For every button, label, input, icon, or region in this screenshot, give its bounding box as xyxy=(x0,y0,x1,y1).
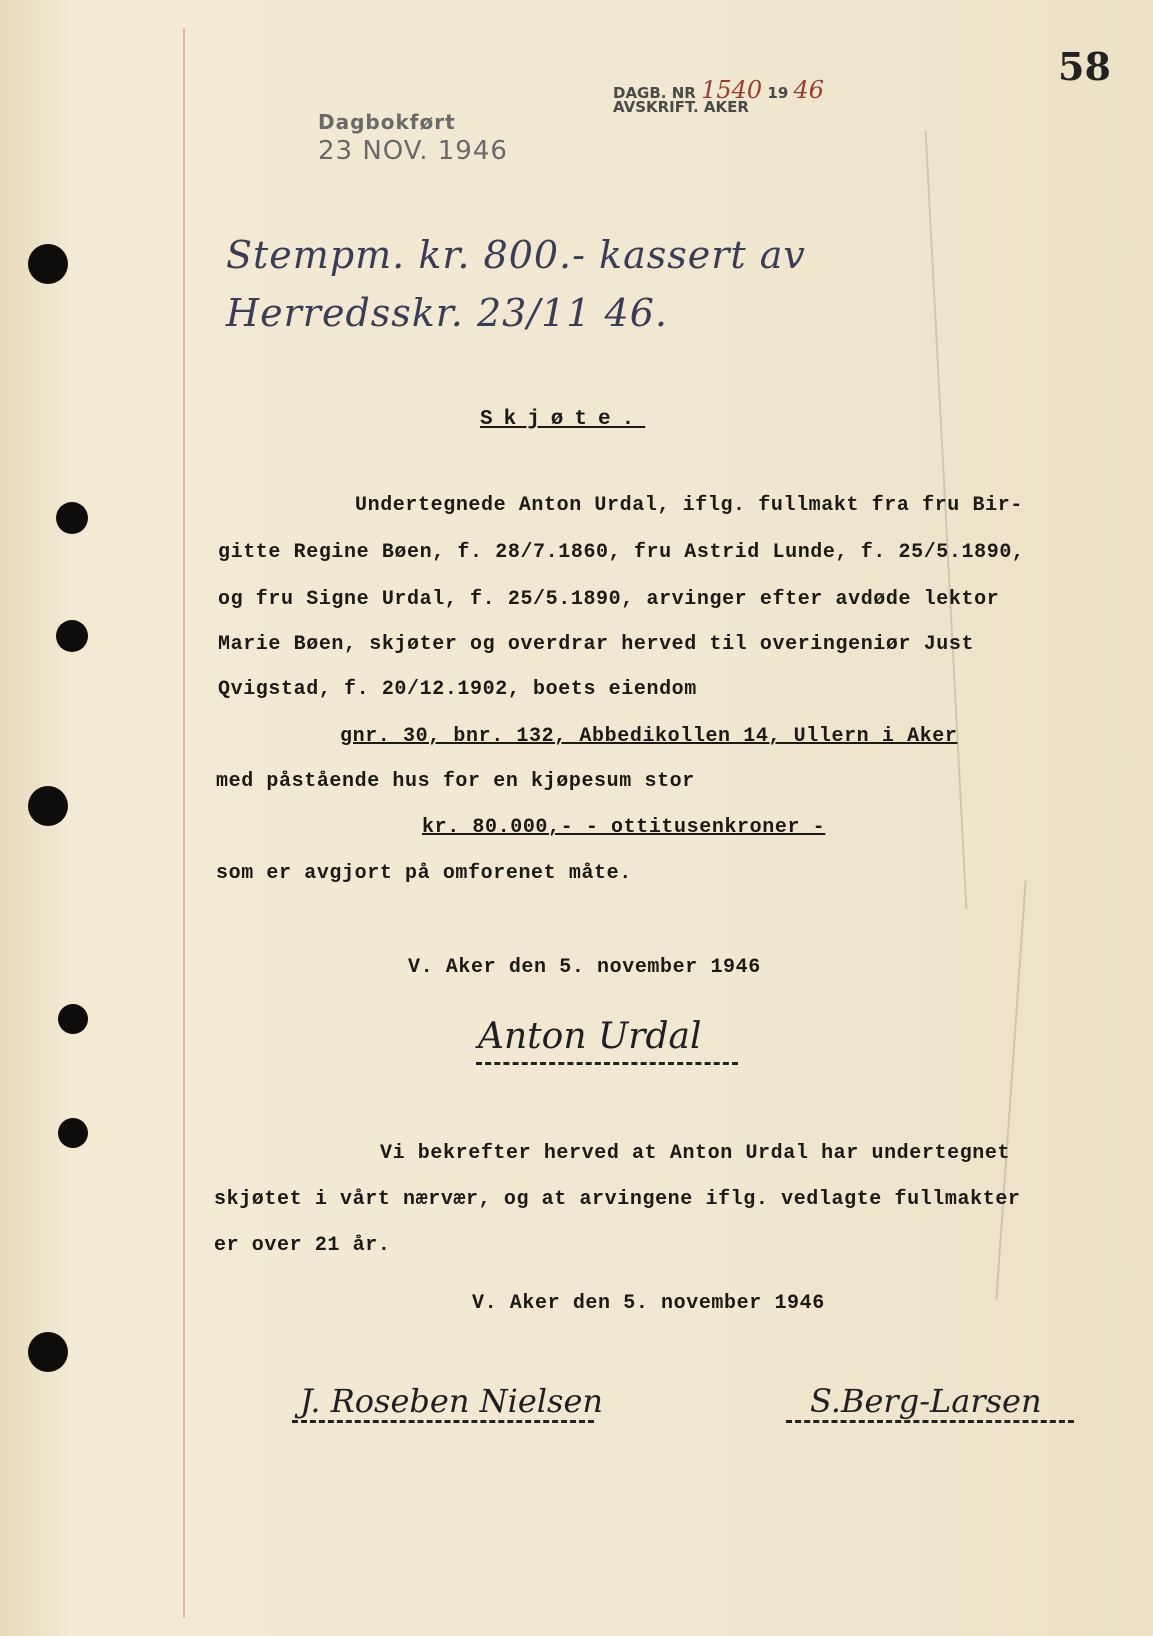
signature-anton-urdal: Anton Urdal xyxy=(478,1016,702,1057)
body-line: Vi bekrefter herved at Anton Urdal har undertegnet xyxy=(380,1142,1011,1165)
punch-hole xyxy=(58,1004,88,1034)
signature-line xyxy=(786,1420,1074,1423)
signature-line xyxy=(292,1420,594,1423)
dagbok-number-stamp xyxy=(613,76,824,120)
dagb-number: 1540 xyxy=(701,76,763,104)
handwritten-note-line: Stempm. kr. 800.- kassert av xyxy=(226,233,806,277)
signature-line xyxy=(476,1062,738,1065)
punch-hole xyxy=(56,502,88,534)
handwritten-note-line: Herredsskr. 23/11 46. xyxy=(226,291,668,335)
stamp-date: 23 NOV. 1946 xyxy=(318,136,508,166)
body-line: skjøtet i vårt nærvær, og at arvingene iflg. vedlagte fullmakter xyxy=(214,1188,1021,1211)
punch-hole xyxy=(58,1118,88,1148)
margin-line xyxy=(183,28,185,1618)
body-line: med påstående hus for en kjøpesum stor xyxy=(216,770,695,793)
stamp-label: Dagbokført xyxy=(318,110,456,134)
body-line: som er avgjort på omforenet måte. xyxy=(216,862,632,885)
property-description: gnr. 30, bnr. 132, Abbedikollen 14, Ullern i Aker xyxy=(340,725,958,748)
fold-mark xyxy=(995,880,1026,1299)
body-line: er over 21 år. xyxy=(214,1234,391,1257)
purchase-price: kr. 80.000,- - ottitusenkroner - xyxy=(422,816,826,839)
place-date: V. Aker den 5. november 1946 xyxy=(472,1292,825,1315)
body-line: Marie Bøen, skjøter og overdrar herved til overingeniør Just xyxy=(218,633,975,656)
fold-mark xyxy=(925,130,968,909)
body-line: og fru Signe Urdal, f. 25/5.1890, arvinger efter avdøde lektor xyxy=(218,588,1000,611)
punch-hole xyxy=(28,1332,68,1372)
dagb-nr-label: DAGB. NR xyxy=(613,84,696,102)
place-date: V. Aker den 5. november 1946 xyxy=(408,956,761,979)
page-number: 58 xyxy=(1058,44,1111,89)
avskrift-label: AVSKRIFT. AKER xyxy=(613,98,749,116)
signature-witness-1: J. Roseben Nielsen xyxy=(300,1382,603,1420)
document-title: Skjøte. xyxy=(480,408,646,431)
body-line: gitte Regine Bøen, f. 28/7.1860, fru Astrid Lunde, f. 25/5.1890, xyxy=(218,541,1025,564)
handwritten-note xyxy=(226,226,806,342)
punch-hole xyxy=(56,620,88,652)
signature-witness-2: S.Berg-Larsen xyxy=(810,1382,1042,1420)
dagbokfort-stamp xyxy=(318,110,508,166)
body-line: Undertegnede Anton Urdal, iflg. fullmakt fra fru Bir- xyxy=(355,494,1023,517)
dagb-year-prefix: 19 xyxy=(767,84,789,102)
punch-hole xyxy=(28,786,68,826)
body-line: Qvigstad, f. 20/12.1902, boets eiendom xyxy=(218,678,697,701)
dagb-year: 46 xyxy=(793,76,825,104)
punch-hole xyxy=(28,244,68,284)
